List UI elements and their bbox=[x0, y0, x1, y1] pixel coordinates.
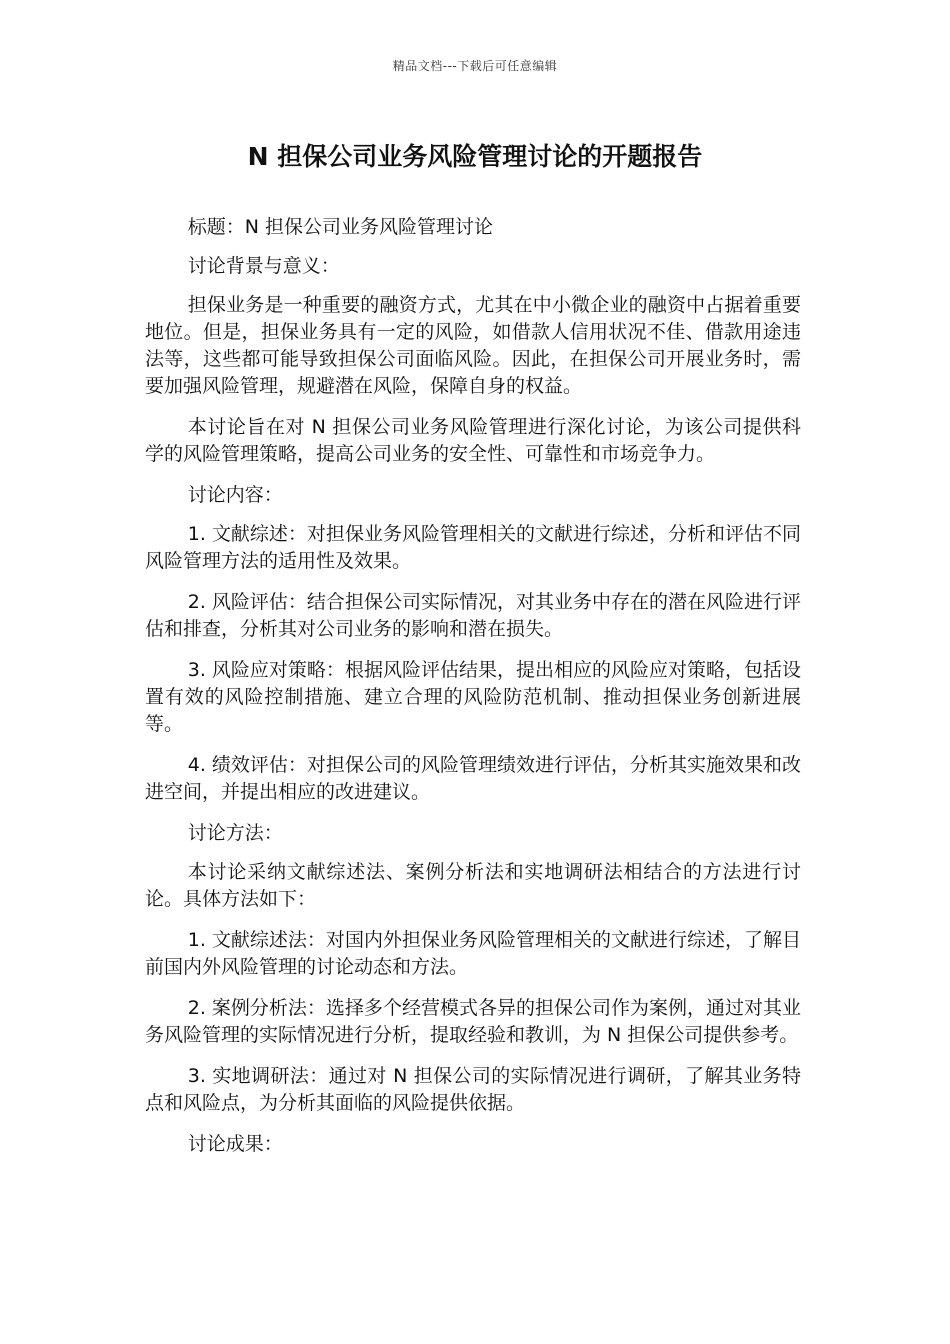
section-heading-results: 讨论成果： bbox=[187, 1133, 283, 1155]
section-heading-content: 讨论内容： bbox=[187, 484, 283, 506]
section-heading-background: 讨论背景与意义： bbox=[187, 255, 340, 277]
background-paragraph: 担保业务是一种重要的融资方式，尤其在中小微企业的融资中占据着重要地位。但是，担保业务具有一定的风险，如借款人信用状况不佳、借款用途违法等，这些都可能导致担保公司面临风险。因此，在担保公司开展业务时，需要加强风险管理，规避潜在风险，保障自身的权益。 bbox=[145, 294, 801, 397]
header-note: 精品文档---下载后可任意编辑 bbox=[392, 59, 558, 73]
purpose-paragraph: 本讨论旨在对 N 担保公司业务风险管理进行深化讨论，为该公司提供科学的风险管理策略，提高公司业务的安全性、可靠性和市场竞争力。 bbox=[145, 416, 801, 465]
method-item-2: 2. 案例分析法：选择多个经营模式各异的担保公司作为案例，通过对其业务风险管理的实际情况进行分析，提取经验和教训，为 N 担保公司提供参考。 bbox=[145, 997, 801, 1046]
content-item-2: 2. 风险评估：结合担保公司实际情况，对其业务中存在的潜在风险进行评估和排查，分析其对公司业务的影响和潜在损失。 bbox=[145, 591, 801, 640]
content-item-3: 3. 风险应对策略：根据风险评估结果，提出相应的风险应对策略，包括设置有效的风险控制措施、建立合理的风险防范机制、推动担保业务创新进展等。 bbox=[145, 659, 801, 735]
method-item-1: 1. 文献综述法：对国内外担保业务风险管理相关的文献进行综述，了解目前国内外风险管理的讨论动态和方法。 bbox=[145, 929, 801, 978]
content-item-1: 1. 文献综述：对担保业务风险管理相关的文献进行综述，分析和评估不同风险管理方法的适用性及效果。 bbox=[145, 523, 801, 572]
section-heading-method: 讨论方法： bbox=[187, 822, 283, 844]
document-body bbox=[145, 214, 801, 1170]
subject-line: 标题：N 担保公司业务风险管理讨论 bbox=[187, 216, 494, 238]
document-title: N 担保公司业务风险管理讨论的开题报告 bbox=[247, 142, 703, 171]
content-item-4: 4. 绩效评估：对担保公司的风险管理绩效进行评估，分析其实施效果和改进空间，并提出相应的改进建议。 bbox=[145, 754, 801, 803]
method-intro-paragraph: 本讨论采纳文献综述法、案例分析法和实地调研法相结合的方法进行讨论。具体方法如下： bbox=[145, 861, 801, 910]
method-item-3: 3. 实地调研法：通过对 N 担保公司的实际情况进行调研，了解其业务特点和风险点，为分析其面临的风险提供依据。 bbox=[145, 1065, 801, 1114]
